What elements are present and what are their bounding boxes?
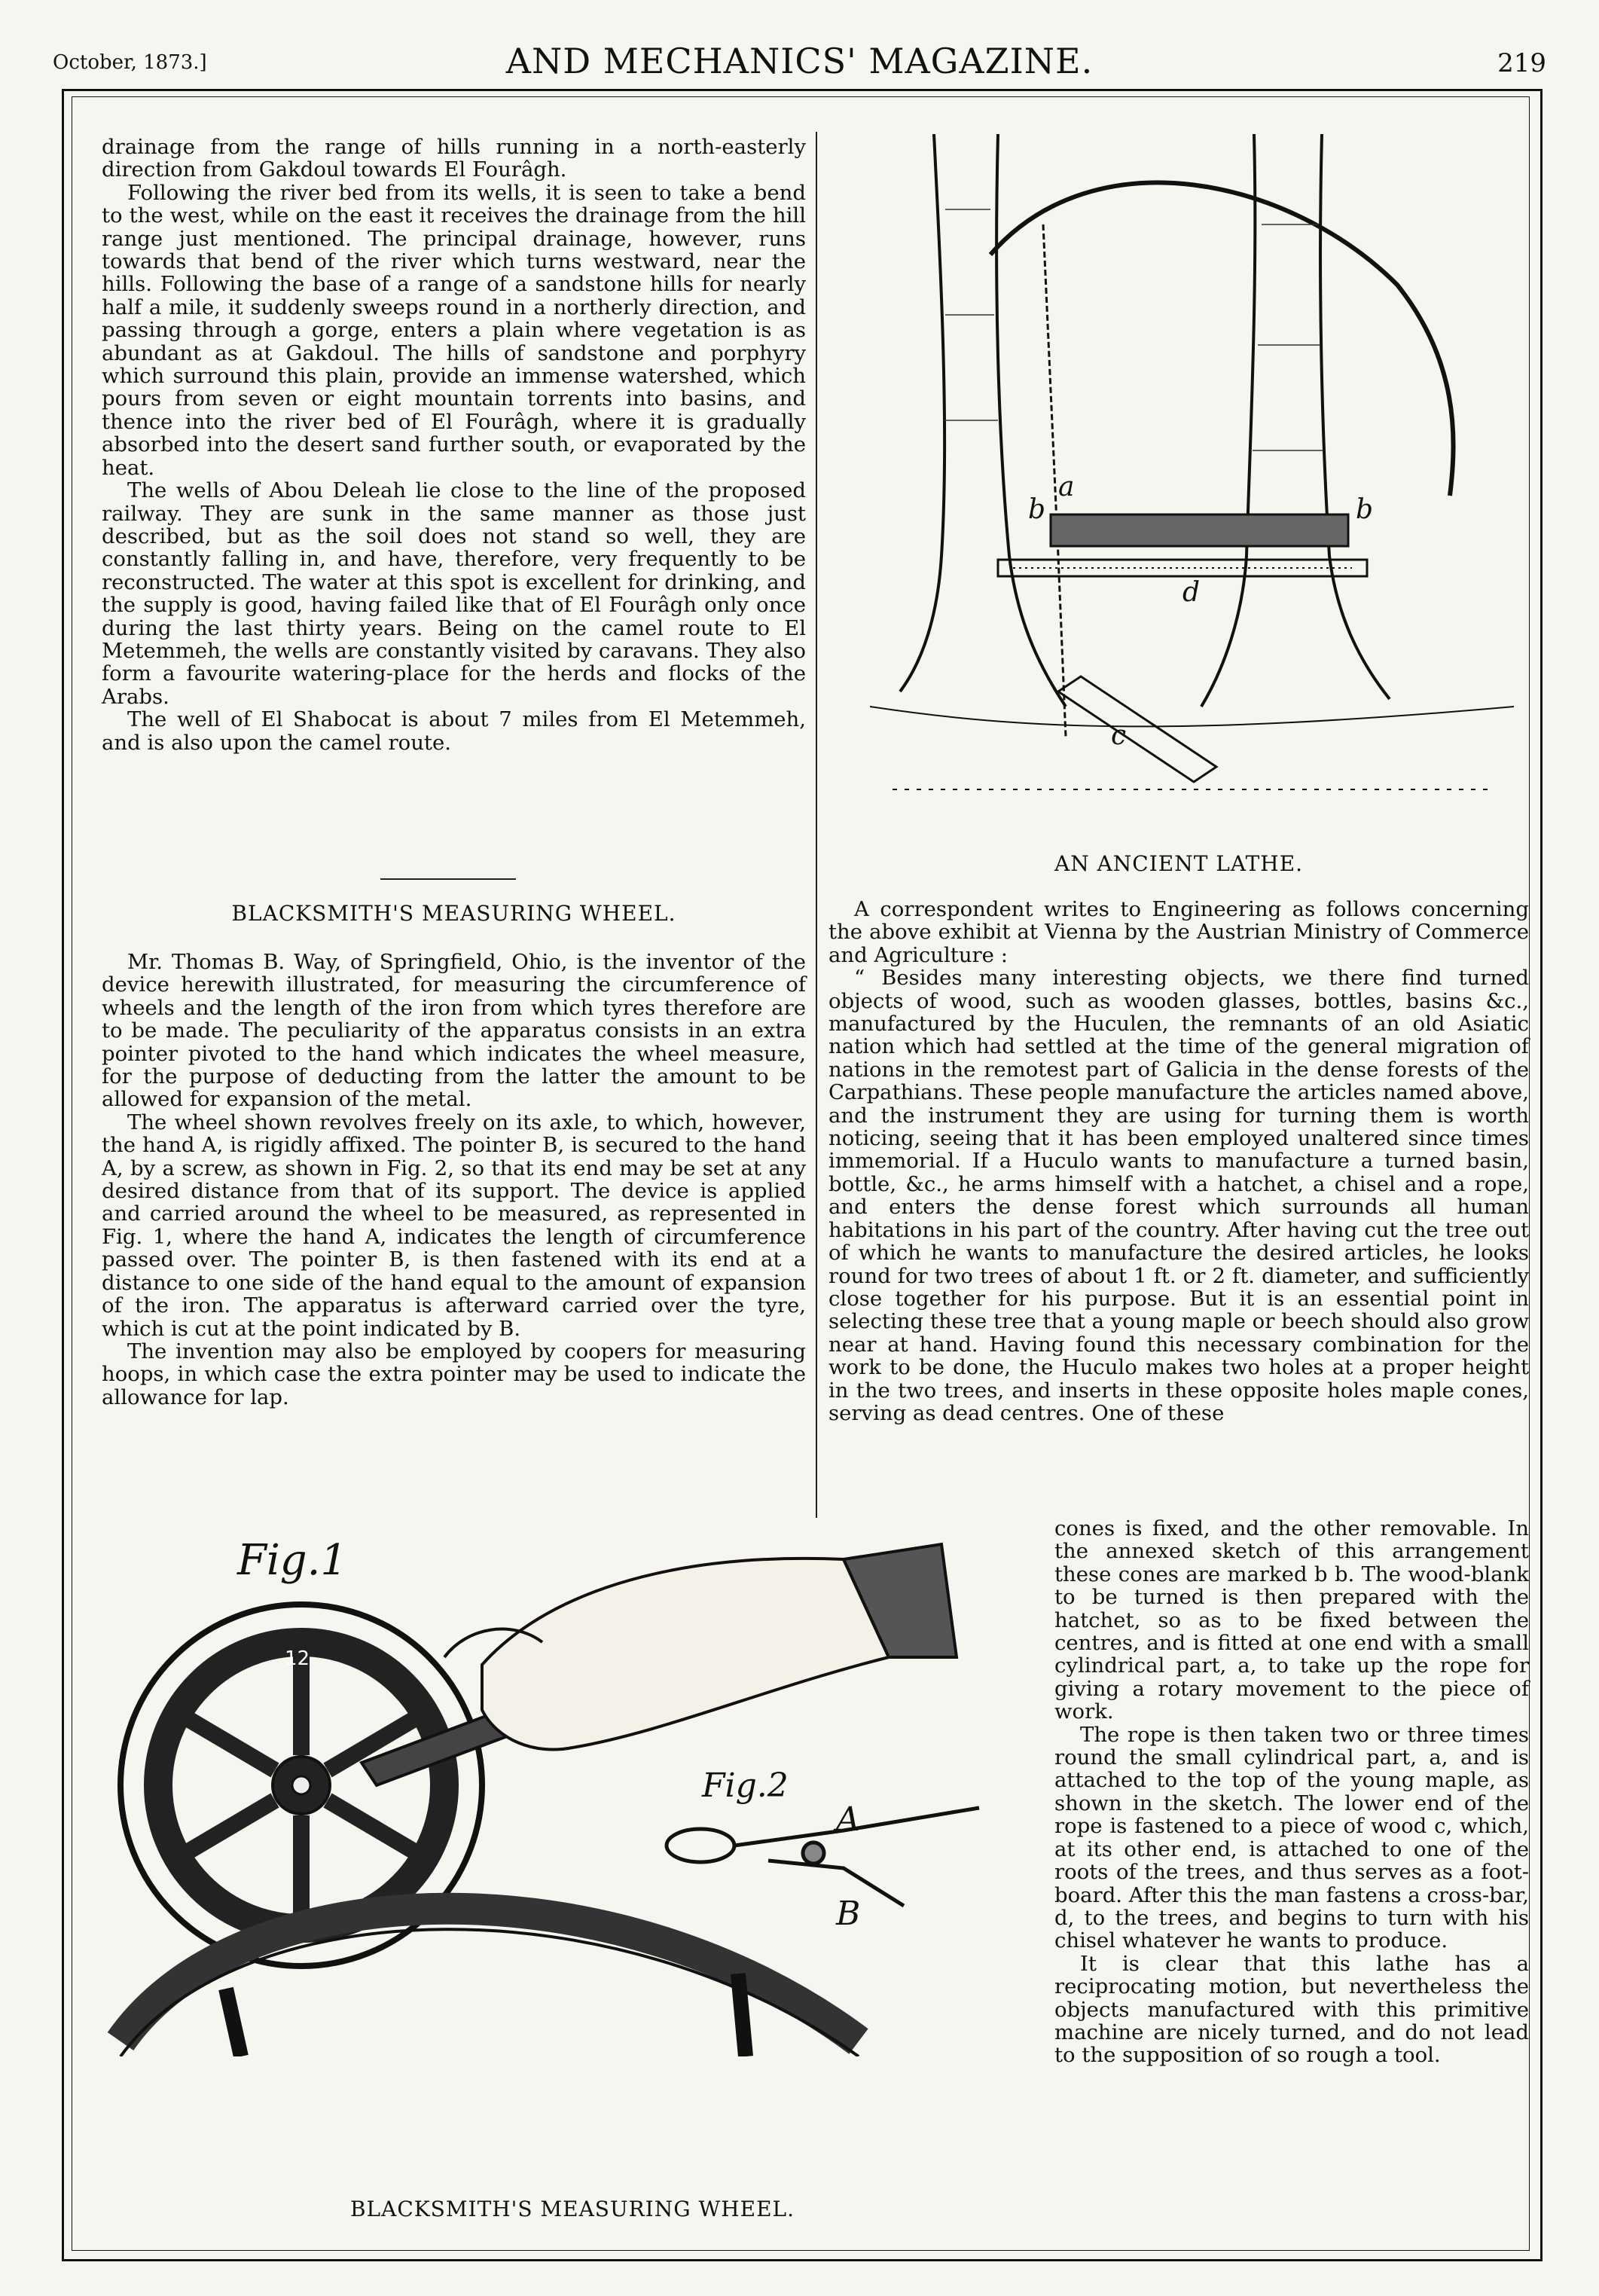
magazine-title: AND MECHANICS' MAGAZINE.	[505, 41, 1094, 81]
paragraph: The well of El Shabocat is about 7 miles from El Metemmeh, and is also upon the camel route.	[102, 707, 806, 755]
label-b-left: b	[1028, 494, 1046, 525]
label-A: A	[836, 1800, 860, 1839]
label-d: d	[1182, 577, 1201, 608]
paragraph: Mr. Thomas B. Way, of Springfield, Ohio, is the inventor of the device herewith illustrated, for measuring the circumference of wheels and the length of the iron from which tyres therefore are to be made. The peculiarity of the apparatus consists in an extra pointer pivoted to the hand which indicates the wheel measure, for the purpose of deducting from the latter the amount to be allowed for expansion of the metal.	[102, 950, 806, 1112]
paragraph: A correspondent writes to Engineering as follows concerning the above exhibit at Vienna by the Austrian Ministry of Commerce and Agriculture :	[828, 897, 1529, 967]
article-heading: BLACKSMITH'S MEASURING WHEEL.	[231, 901, 676, 926]
paragraph: “ Besides many interesting objects, we there find turned objects of wood, such as wooden glasses, bottles, basins &c., manufactured by the Huculen, the remnants of an old Asiatic nation which had settled at the time of the general migration of nations in the remotest part of Galicia in the dense forests of the Carpathians. These people manufacture the articles named above, and the instrument they are using for turning them is worth noticing, seeing that it has been employed unaltered since times immemorial. If a Huculo wants to manufacture a turned basin, bottle, &c., he arms himself with a hatchet, a chisel and a rope, and enters the dense forest which surrounds all human habitations in his part of the country. After having cut the tree out of which he wants to manufacture the desired articles, he looks round for two trees of about 1 ft. or 2 ft. diameter, and sufficiently close together for his purpose. But it is an essential point in selecting these tree that a young maple or beech should also grow near at hand. Having found this necessary combination for the work to be done, the Huculo makes two holes at a proper height in the two trees, and inserts in these opposite holes maple cones, serving as dead centres. One of these	[828, 966, 1529, 1425]
dial-number: 12	[285, 1647, 310, 1670]
fig1-label: Fig.1	[237, 1536, 348, 1585]
page-number: 219	[1497, 48, 1546, 78]
paragraph: The invention may also be employed by coopers for measuring hoops, in which case the extra pointer may be used to indicate the allowance for lap.	[102, 1339, 806, 1409]
label-c: c	[1111, 720, 1127, 751]
column-divider	[816, 132, 817, 1518]
issue-date: October, 1873.]	[53, 51, 207, 74]
lathe-caption: AN ANCIENT LATHE.	[1054, 851, 1304, 876]
running-header	[0, 41, 1599, 89]
paragraph: cones is fixed, and the other removable. In the annexed sketch of this arrangement these cones are marked b b. The wood-blank to be turned is then prepared with the hatchet, so as to be fixed between the centres, and is fitted at one end with a small cylindrical part, a, to take up the rope for giving a rotary movement to the piece of work.	[1054, 1516, 1529, 1724]
right-column-text	[828, 898, 1529, 1424]
left-column-text	[102, 136, 806, 754]
wheel-caption: BLACKSMITH'S MEASURING WHEEL.	[349, 2197, 795, 2221]
label-b-right: b	[1356, 494, 1374, 525]
label-a: a	[1058, 472, 1075, 502]
paragraph: The wells of Abou Deleah lie close to the line of the proposed railway. They are sunk in the same manner as those just described, but as the soil does not stand so well, they are constantly falling in, and have, therefore, very frequently to be reconstructed. The water at this spot is excellent for drinking, and the supply is good, having failed like that of El Fourâgh only once during the last thirty years. Being on the camel route to El Metemmeh, the wells are constantly visited by caravans. They also form a favourite watering-place for the herds and flocks of the Arabs.	[102, 478, 806, 709]
measuring-wheel-illustration	[90, 1514, 1054, 2056]
paragraph: The wheel shown revolves freely on its axle, to which, however, the hand A, is rigidly affixed. The pointer B, is secured to the hand A, by a screw, as shown in Fig. 2, so that its end may be set at any desired distance from that of its support. The device is applied and carried around the wheel to be measured, as represented in Fig. 1, where the hand A, indicates the length of circumference passed over. The pointer B, is then fastened with its end at a distance to one side of the hand equal to the amount of expansion of the iron. The apparatus is afterward carried over the tyre, which is cut at the point indicated by B.	[102, 1110, 806, 1341]
fig2-label: Fig.2	[702, 1766, 789, 1805]
left-column-article	[102, 951, 806, 1409]
section-rule	[380, 878, 516, 880]
label-B: B	[836, 1895, 861, 1933]
paragraph: Following the river bed from its wells, it is seen to take a bend to the west, while on the east it receives the drainage from the hill range just mentioned. The principal drainage, however, runs towards that bend of the river which turns westward, near the hills. Following the base of a range of a sandstone hills for nearly half a mile, it suddenly sweeps round in a northerly direction, and passing through a gorge, enters a plain where vegetation is as abundant as at Gakdoul. The hills of sandstone and porphyry which surround this plain, provide an immense watershed, which pours from seven or eight mountain torrents into basins, and thence into the river bed of El Fourâgh, where it is gradually absorbed into the desert sand further south, or evaporated by the heat.	[102, 180, 806, 480]
paragraph: It is clear that this lathe has a reciprocating motion, but nevertheless the objects manufactured with this primitive machine are nicely turned, and do not lead to the supposition of so rough a tool.	[1054, 1951, 1529, 2068]
paragraph: The rope is then taken two or three times round the small cylindrical part, a, and is attached to the top of the young maple, as shown in the sketch. The lower end of the rope is fastened to a piece of wood c, which, at its other end, is attached to one of the roots of the trees, and thus serves as a foot-board. After this the man fastens a cross-bar, d, to the trees, and begins to turn with his chisel whatever he wants to produce.	[1054, 1722, 1529, 1953]
paragraph: drainage from the range of hills running in a north-easterly direction from Gakdoul towards El Fourâgh.	[102, 135, 806, 182]
ancient-lathe-illustration	[870, 134, 1514, 835]
right-column-narrow-text	[1054, 1517, 1529, 2067]
